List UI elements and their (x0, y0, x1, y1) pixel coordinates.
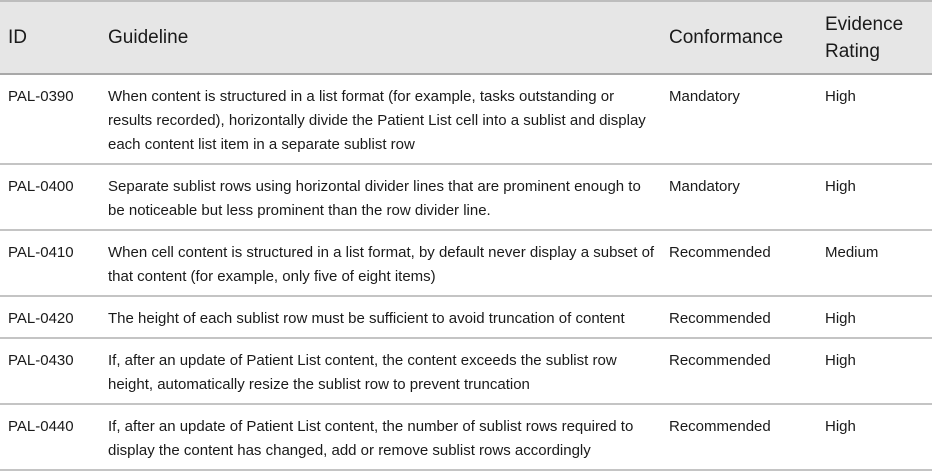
cell-conformance: Recommended (661, 230, 823, 296)
table-body (0, 74, 932, 470)
header-rating-line1: Evidence (825, 13, 904, 35)
table-row (0, 338, 932, 404)
cell-id: PAL-0390 (0, 74, 100, 164)
cell-rating: High (823, 74, 932, 164)
table-row (0, 404, 932, 470)
cell-guideline: Separate sublist rows using horizontal divider lines that are prominent enough to be noticeable but less prominent than the row divider line. (100, 164, 661, 230)
table-row (0, 164, 932, 230)
cell-conformance: Recommended (661, 338, 823, 404)
cell-rating: High (823, 338, 932, 404)
cell-rating: High (823, 404, 932, 470)
cell-id: PAL-0400 (0, 164, 100, 230)
cell-id: PAL-0430 (0, 338, 100, 404)
cell-id: PAL-0420 (0, 296, 100, 338)
cell-rating: Medium (823, 230, 932, 296)
cell-conformance: Mandatory (661, 74, 823, 164)
table-row (0, 74, 932, 164)
cell-conformance: Mandatory (661, 164, 823, 230)
table-row (0, 230, 932, 296)
cell-rating: High (823, 164, 932, 230)
cell-id: PAL-0410 (0, 230, 100, 296)
header-row (0, 1, 932, 74)
table-header (0, 1, 932, 74)
header-id: ID (0, 1, 100, 74)
cell-conformance: Recommended (661, 404, 823, 470)
cell-id: PAL-0440 (0, 404, 100, 470)
header-guideline: Guideline (100, 1, 661, 74)
cell-guideline: If, after an update of Patient List content, the content exceeds the sublist row height, automatically resize the sublist row to prevent truncation (100, 338, 661, 404)
header-evidence-rating (823, 1, 932, 74)
cell-guideline: The height of each sublist row must be sufficient to avoid truncation of content (100, 296, 661, 338)
cell-guideline: When content is structured in a list format (for example, tasks outstanding or results recorded), horizontally divide the Patient List cell into a sublist and display each content list item in a separate sublist row (100, 74, 661, 164)
header-conformance: Conformance (661, 1, 823, 74)
table-row (0, 296, 932, 338)
cell-rating: High (823, 296, 932, 338)
header-rating-line2: Rating (825, 40, 880, 62)
cell-conformance: Recommended (661, 296, 823, 338)
cell-guideline: If, after an update of Patient List content, the number of sublist rows required to display the content has changed, add or remove sublist rows accordingly (100, 404, 661, 470)
cell-guideline: When cell content is structured in a list format, by default never display a subset of that content (for example, only five of eight items) (100, 230, 661, 296)
